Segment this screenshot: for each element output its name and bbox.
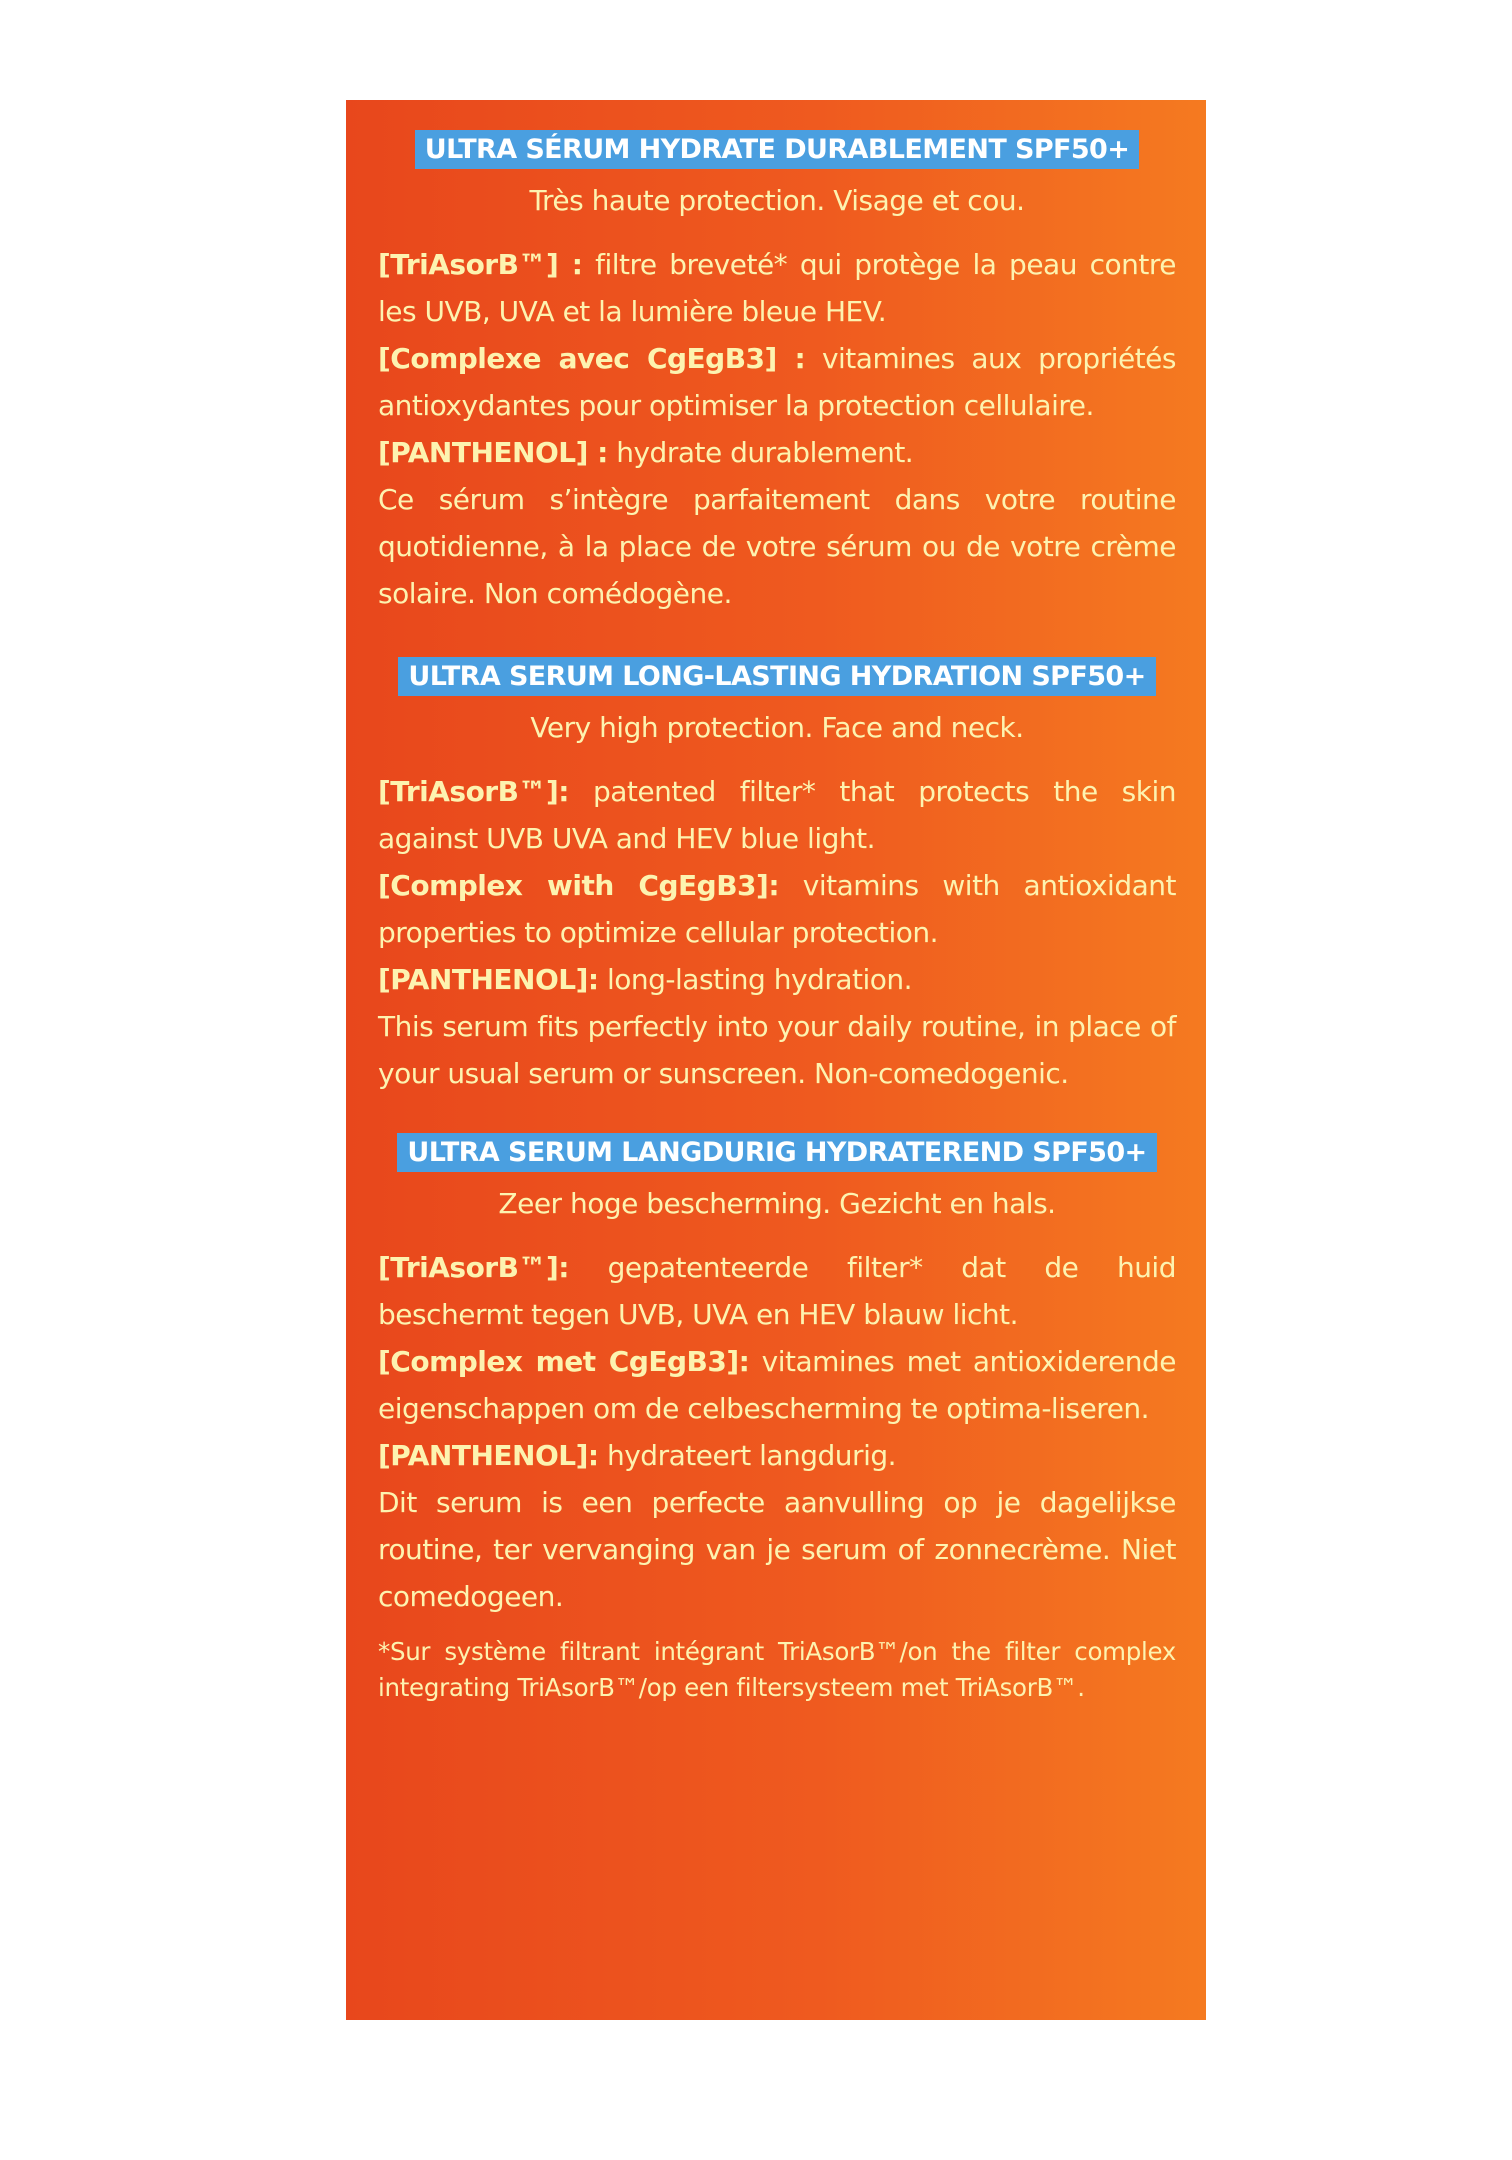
panthenol-text: hydrateert langdurig.	[598, 1439, 897, 1472]
section-subtitle: Très haute protection. Visage et cou.	[529, 184, 1025, 217]
panthenol-text: long-lasting hydration.	[598, 963, 913, 996]
complex-paragraph	[378, 335, 1176, 429]
panthenol-paragraph	[378, 429, 1176, 476]
panthenol-label: [PANTHENOL] :	[378, 436, 608, 469]
section-french	[378, 130, 1176, 617]
panthenol-paragraph	[378, 1432, 1176, 1479]
triasorb-text: filtre breveté* qui protège la peau contre les UVB, UVA et la lumière bleue HEV.	[378, 248, 1176, 328]
section-heading: ULTRA SÉRUM HYDRATE DURABLEMENT SPF50+	[415, 130, 1140, 169]
triasorb-paragraph	[378, 768, 1176, 862]
triasorb-label: [TriAsorB™]:	[378, 1251, 569, 1284]
section-body	[378, 241, 1176, 617]
section-body	[378, 1244, 1176, 1620]
section-dutch	[378, 1133, 1176, 1706]
complex-text: vitamines met antioxiderende eigenschappen om de celbescherming te optima-liseren.	[378, 1345, 1176, 1425]
closing-paragraph: This serum fits perfectly into your daily routine, in place of your usual serum or sunscreen. Non-comedogenic.	[378, 1010, 1176, 1090]
triasorb-paragraph	[378, 241, 1176, 335]
complex-text: vitamins with antioxidant properties to optimize cellular protection.	[378, 869, 1176, 949]
panthenol-paragraph	[378, 956, 1176, 1003]
complex-paragraph	[378, 1338, 1176, 1432]
product-label-panel	[346, 100, 1206, 2020]
triasorb-text: patented filter* that protects the skin against UVB UVA and HEV blue light.	[378, 775, 1176, 855]
triasorb-label: [TriAsorB™]:	[378, 775, 569, 808]
panthenol-label: [PANTHENOL]:	[378, 963, 599, 996]
complex-label: [Complexe avec CgEgB3] :	[378, 342, 806, 375]
triasorb-text: gepatenteerde filter* dat de huid beschermt tegen UVB, UVA en HEV blauw licht.	[378, 1251, 1176, 1331]
closing-paragraph: Dit serum is een perfecte aanvulling op je dagelijkse routine, ter vervanging van je serum of zonnecrème. Niet comedogeen.	[378, 1486, 1176, 1613]
section-body	[378, 768, 1176, 1097]
section-subtitle: Zeer hoge bescherming. Gezicht en hals.	[498, 1187, 1056, 1220]
triasorb-paragraph	[378, 1244, 1176, 1338]
complex-paragraph	[378, 862, 1176, 956]
section-subtitle: Very high protection. Face and neck.	[530, 711, 1024, 744]
section-heading: ULTRA SERUM LONG-LASTING HYDRATION SPF50+	[398, 657, 1155, 696]
panthenol-label: [PANTHENOL]:	[378, 1439, 599, 1472]
section-english	[378, 657, 1176, 1097]
panthenol-text: hydrate durablement.	[607, 436, 914, 469]
triasorb-label: [TriAsorB™] :	[378, 248, 583, 281]
closing-paragraph: Ce sérum s’intègre parfaitement dans votre routine quotidienne, à la place de votre sérum ou de votre crème solaire. Non comédogène.	[378, 483, 1176, 610]
section-heading: ULTRA SERUM LANGDURIG HYDRATEREND SPF50+	[397, 1133, 1156, 1172]
complex-text: vitamines aux propriétés antioxydantes pour optimiser la protection cellulaire.	[378, 342, 1176, 422]
footnote: *Sur système filtrant intégrant TriAsorB™/on the filter complex integrating TriAsorB™/op een filtersysteem met TriAsorB™.	[378, 1637, 1176, 1702]
complex-label: [Complex met CgEgB3]:	[378, 1345, 750, 1378]
complex-label: [Complex with CgEgB3]:	[378, 869, 780, 902]
